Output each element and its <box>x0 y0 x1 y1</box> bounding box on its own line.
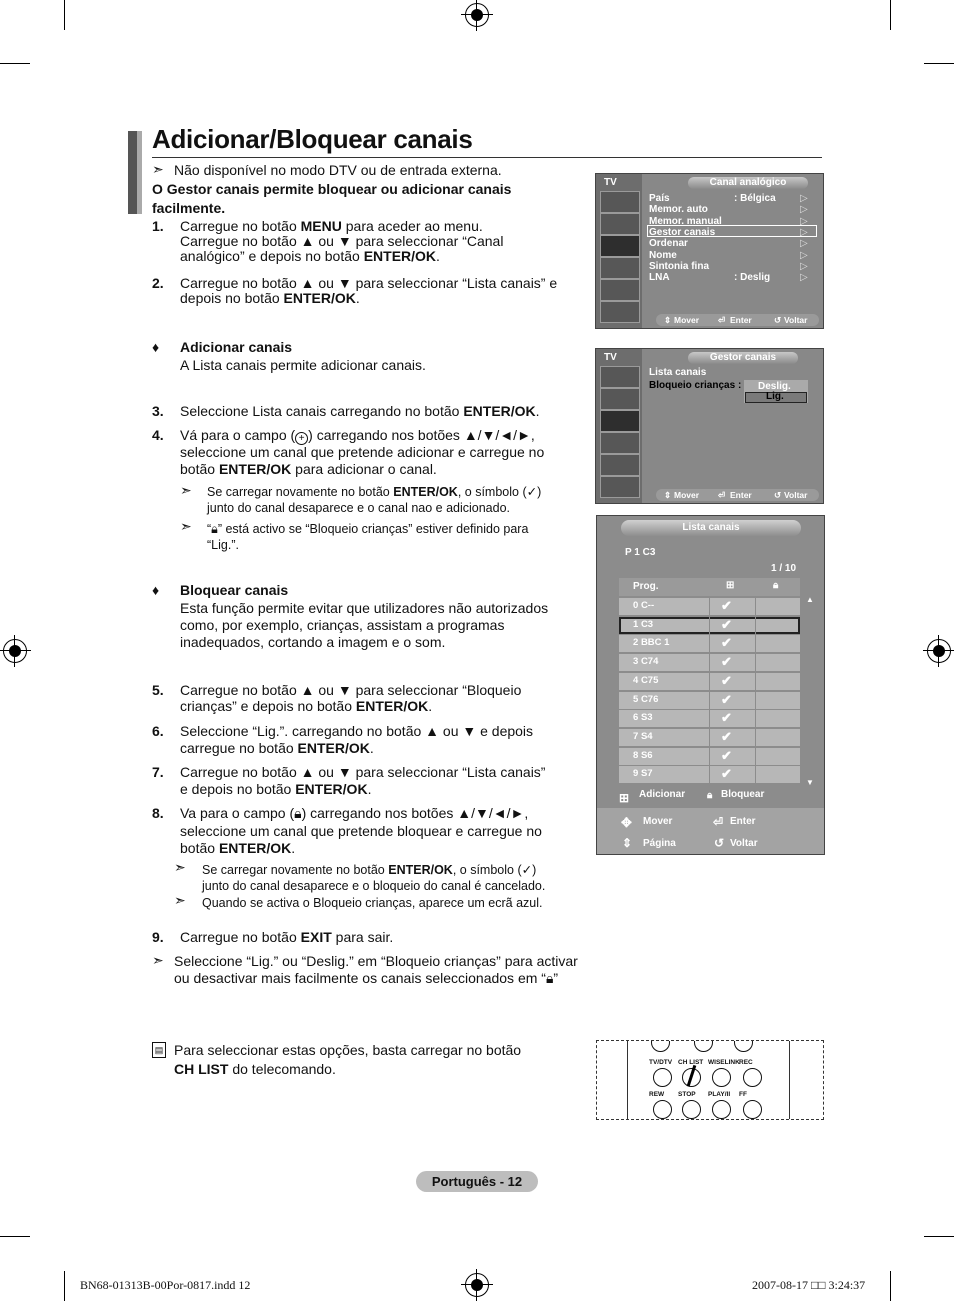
menu-item[interactable]: Memor. manual <box>649 215 722 227</box>
column-header-prog: Prog. <box>633 581 659 592</box>
step-number: 6. <box>152 723 164 739</box>
channel-label: 1 C3 <box>633 618 654 630</box>
submenu-arrow-icon: ▷ <box>800 204 808 216</box>
remote-button-label: STOP <box>678 1091 696 1098</box>
step-9-text: Carregue no botão EXIT para sair. <box>180 929 394 945</box>
footer-date: 2007-08-17 □□ 3:24:37 <box>752 1278 866 1292</box>
channel-label: 6 S3 <box>633 712 653 724</box>
remote-button-label: WISELINK <box>708 1059 740 1066</box>
step-number: 1. <box>152 218 164 234</box>
step-2-text: Carregue no botão ▲ ou ▼ para seleccionar “Lista canais” e <box>180 275 558 291</box>
page-icon: ⇕ <box>622 836 633 850</box>
enter-icon: ⏎ <box>718 490 726 500</box>
enter-label: Enter <box>730 816 756 827</box>
intro-bold: facilmente. <box>152 200 226 216</box>
osd-header: Gestor canais <box>688 352 798 364</box>
table-row[interactable] <box>619 598 800 615</box>
sound-icon <box>600 213 640 235</box>
block-label: Bloquear <box>721 789 765 800</box>
tip-text: Seleccione “Lig.” ou “Deslig.” em “Bloqueio crianças” para activar <box>174 953 578 969</box>
step-4-text: Vá para o campo ( + ) carregando nos botões ▲/▼/◄/►, <box>180 427 535 444</box>
picture-icon <box>600 191 640 213</box>
remote-button-label: TV/DTV <box>649 1059 673 1066</box>
channel-label: 7 S4 <box>633 731 653 742</box>
page-number: Português - 12 <box>416 1171 538 1192</box>
osd-header: Canal analógico <box>688 177 808 189</box>
step-number: 7. <box>152 764 164 780</box>
osd-analog-menu <box>595 173 824 329</box>
section-desc: A Lista canais permite adicionar canais. <box>180 357 426 373</box>
note-text: Quando se activa o Bloqueio crianças, aparece um ecrã azul. <box>202 896 543 910</box>
lock-icon: 🔒︎ <box>294 805 302 821</box>
table-row[interactable] <box>619 692 800 709</box>
submenu-arrow-icon: ▷ <box>800 193 808 204</box>
application-icon <box>600 476 640 498</box>
step-7-text: Carregue no botão ▲ ou ▼ para seleccionar “Lista canais” <box>180 764 546 780</box>
remote-button[interactable] <box>653 1100 672 1119</box>
bullet-icon: ♦ <box>152 339 160 355</box>
osd-channel-list <box>596 515 825 855</box>
menu-item[interactable]: Nome <box>649 249 677 261</box>
check-icon[interactable]: ✔ <box>721 635 732 651</box>
table-row[interactable] <box>619 766 800 783</box>
lock-icon: 🔒︎ <box>545 970 554 986</box>
step-1-text: analógico” e depois no botão ENTER/OK. <box>180 248 440 264</box>
check-icon[interactable]: ✔ <box>721 691 732 707</box>
note-arrow-icon: ➣ <box>180 518 192 534</box>
osd-footer: ⇕ Mover ⏎ Enter ↺ Voltar <box>656 314 819 326</box>
step-3-text: Seleccione Lista canais carregando no botão ENTER/OK. <box>180 403 540 419</box>
remote-button-label: REC <box>739 1059 753 1066</box>
return-icon: ↺ <box>774 315 782 325</box>
enter-icon: ⏎ <box>718 315 726 325</box>
page-indicator: 1 / 10 <box>771 563 797 574</box>
tip-text: ou desactivar mais facilmente os canais seleccionados em “🔒︎” <box>174 970 559 986</box>
scroll-down-icon[interactable]: ▼ <box>806 778 814 787</box>
check-icon[interactable]: ✔ <box>721 710 732 726</box>
note-text: Se carregar novamente no botão ENTER/OK, o símbolo (✓) <box>202 863 537 877</box>
submenu-arrow-icon: ▷ <box>800 260 808 272</box>
menu-item-value: : Deslig <box>734 272 771 284</box>
table-row[interactable] <box>619 635 800 652</box>
remote-button[interactable] <box>653 1068 672 1087</box>
step-8-text: Va para o campo (🔒︎) carregando nos botões ▲/▼/◄/►, <box>180 805 529 821</box>
step-5-text: Carregue no botão ▲ ou ▼ para seleccionar “Bloqueio <box>180 682 522 698</box>
channel-label: 4 C75 <box>633 674 659 686</box>
note-text: “Lig.”. <box>207 538 239 552</box>
add-label: Adicionar <box>639 789 686 800</box>
table-row[interactable] <box>619 617 800 634</box>
step-number: 8. <box>152 805 164 821</box>
submenu-arrow-icon: ▷ <box>800 272 808 284</box>
application-icon <box>600 301 640 323</box>
note-text: junto do canal desaparece e o canal nao e adicionado. <box>207 501 511 515</box>
submenu-arrow-icon: ▷ <box>800 249 808 261</box>
menu-item-value: : Bélgica <box>734 193 776 204</box>
return-icon: ↺ <box>774 490 782 500</box>
menu-item[interactable]: Bloqueio crianças <box>649 380 736 391</box>
table-row[interactable] <box>619 673 800 690</box>
menu-item[interactable]: Ordenar <box>649 238 688 250</box>
picture-icon <box>600 366 640 388</box>
enter-icon: ⏎ <box>713 815 724 829</box>
osd-header: Lista canais <box>621 520 801 536</box>
note-text: “🔒︎” está activo se “Bloqueio crianças” estiver definido para <box>207 522 529 536</box>
step-number: 3. <box>152 403 164 419</box>
option-on[interactable]: Lig. <box>766 391 784 402</box>
step-6-text: carregue no botão ENTER/OK. <box>180 740 374 756</box>
osd-footer: ⇕ Mover ⏎ Enter ↺ Voltar <box>656 489 819 501</box>
note-text: Se carregar novamente no botão ENTER/OK, o símbolo (✓) <box>207 485 542 499</box>
section-heading: Adicionar canais <box>180 339 293 355</box>
table-row[interactable] <box>619 654 800 671</box>
lock-icon: 🔒︎ <box>707 790 713 801</box>
submenu-arrow-icon: ▷ <box>800 226 808 238</box>
note-arrow-icon: ➣ <box>152 161 164 177</box>
return-icon: ↺ <box>714 836 725 850</box>
chlist-note: Para seleccionar estas opções, basta carregar no botão <box>174 1042 522 1058</box>
input-icon <box>600 454 640 476</box>
back-label: Voltar <box>730 838 758 849</box>
step-2-text: depois no botão ENTER/OK. <box>180 290 360 306</box>
step-number: 2. <box>152 275 164 291</box>
check-icon[interactable]: ✔ <box>721 654 732 670</box>
remote-button-label: FF <box>739 1091 747 1098</box>
step-4-text: botão ENTER/OK para adicionar o canal. <box>180 461 437 477</box>
step-7-text: e depois no botão ENTER/OK. <box>180 781 372 797</box>
setup-icon <box>600 257 640 279</box>
lock-icon: 🔒︎ <box>211 522 218 536</box>
current-channel: P 1 C3 <box>625 547 656 558</box>
input-icon <box>600 279 640 301</box>
channel-label: 9 S7 <box>633 768 653 780</box>
step-8-text: seleccione um canal que pretende bloquear e carregue no <box>180 823 542 839</box>
submenu-arrow-icon: ▷ <box>800 238 808 250</box>
step-number: 4. <box>152 427 164 443</box>
table-row[interactable] <box>619 729 800 746</box>
scroll-up-icon[interactable]: ▲ <box>806 595 814 604</box>
check-icon[interactable]: ✔ <box>721 672 732 688</box>
step-5-text: crianças” e depois no botão ENTER/OK. <box>180 698 433 714</box>
add-icon: ⊞ <box>619 791 630 805</box>
menu-item[interactable]: País <box>649 193 670 204</box>
channel-label: 2 BBC 1 <box>633 637 670 649</box>
option-off[interactable]: Deslig. <box>758 381 791 392</box>
remote-button-label: REW <box>649 1091 665 1098</box>
step-number: 5. <box>152 682 164 698</box>
channel-label: 0 C-- <box>633 600 655 611</box>
move-icon: ⇕ <box>664 315 672 325</box>
menu-item[interactable]: Sintonia fina <box>649 260 709 272</box>
remote-button[interactable] <box>743 1100 762 1119</box>
section-desc: Esta função permite evitar que utilizadores não autorizados <box>180 600 549 616</box>
section-heading: Bloquear canais <box>180 582 289 598</box>
submenu-arrow-icon: ▷ <box>800 215 808 227</box>
check-icon[interactable]: ✔ <box>721 747 732 763</box>
menu-item[interactable]: Lista canais <box>649 367 707 378</box>
note-text: junto do canal desaparece e o bloqueio do canal é cancelado. <box>202 879 546 893</box>
menu-item[interactable]: LNA <box>649 272 670 284</box>
setup-icon <box>600 432 640 454</box>
osd-channel-manager <box>595 348 824 504</box>
menu-colon: : <box>738 380 742 391</box>
page-label: Página <box>643 838 676 849</box>
bullet-icon: ♦ <box>152 582 160 598</box>
note-arrow-icon: ➣ <box>174 892 186 908</box>
check-icon[interactable]: ✔ <box>721 616 732 632</box>
check-icon: ✓ <box>526 485 538 499</box>
check-icon[interactable]: ✔ <box>721 598 732 613</box>
remote-button-label: CH LIST <box>678 1059 704 1066</box>
sound-icon <box>600 388 640 410</box>
move-label: Mover <box>643 816 673 827</box>
title-rule <box>152 157 822 158</box>
table-row[interactable] <box>619 748 800 765</box>
step-6-text: Seleccione “Lig.”. carregando no botão ▲ ou ▼ e depois <box>180 723 534 739</box>
menu-item[interactable]: Memor. auto <box>649 204 708 216</box>
step-1-text: Carregue no botão MENU para aceder ao menu. <box>180 218 483 234</box>
remote-button[interactable] <box>682 1100 701 1119</box>
title-accent-bar <box>137 131 142 214</box>
add-icon: ⊞ <box>726 580 735 591</box>
chlist-note: CH LIST do telecomando. <box>174 1061 336 1077</box>
note-arrow-icon: ➣ <box>174 859 186 875</box>
channel-label: 3 C74 <box>633 656 659 668</box>
channel-label: 8 S6 <box>633 749 653 761</box>
menu-item[interactable]: Gestor canais <box>649 226 716 238</box>
remote-note-icon: ▤ <box>152 1042 166 1058</box>
intro-bold: O Gestor canais permite bloquear ou adicionar canais <box>152 181 512 197</box>
step-1-text: Carregue no botão ▲ ou ▼ para seleccionar “Canal <box>180 233 504 249</box>
remote-button[interactable] <box>712 1100 731 1119</box>
registration-mark-icon <box>927 639 951 663</box>
check-icon[interactable]: ✔ <box>721 729 732 744</box>
move-icon: ✥ <box>621 815 632 830</box>
registration-mark-icon <box>3 639 27 663</box>
remote-button-label: PLAY/II <box>708 1091 731 1098</box>
osd-tv-label: TV <box>604 352 617 363</box>
step-number: 9. <box>152 929 164 945</box>
lock-icon: 🔒︎ <box>773 580 779 591</box>
check-icon[interactable]: ✔ <box>721 766 732 782</box>
check-icon: ✓ <box>521 863 533 877</box>
channel-label: 5 C76 <box>633 693 659 705</box>
note-arrow-icon: ➣ <box>152 952 164 968</box>
table-row[interactable] <box>619 710 800 727</box>
add-icon: + <box>295 432 308 445</box>
intro-note: Não disponível no modo DTV ou de entrada externa. <box>174 162 502 178</box>
section-desc: inadequados, cortando a imagem e o som. <box>180 634 446 650</box>
footer-file: BN68-01313B-00Por-0817.indd 12 <box>80 1278 251 1292</box>
step-8-text: botão ENTER/OK. <box>180 840 296 856</box>
channel-icon <box>600 410 640 432</box>
osd-tv-label: TV <box>604 177 617 188</box>
page-title: Adicionar/Bloquear canais <box>152 124 473 154</box>
registration-mark-icon <box>465 3 489 27</box>
step-4-text: seleccione um canal que pretende adicionar e carregue no <box>180 444 545 460</box>
channel-icon <box>600 235 640 257</box>
option-dropdown[interactable] <box>744 380 808 403</box>
remote-button[interactable] <box>743 1068 762 1087</box>
registration-mark-icon <box>465 1273 489 1297</box>
move-icon: ⇕ <box>664 490 672 500</box>
remote-control-illustration <box>596 1040 824 1120</box>
section-desc: como, por exemplo, crianças, assistam a programas <box>180 617 505 633</box>
note-arrow-icon: ➣ <box>180 482 192 498</box>
